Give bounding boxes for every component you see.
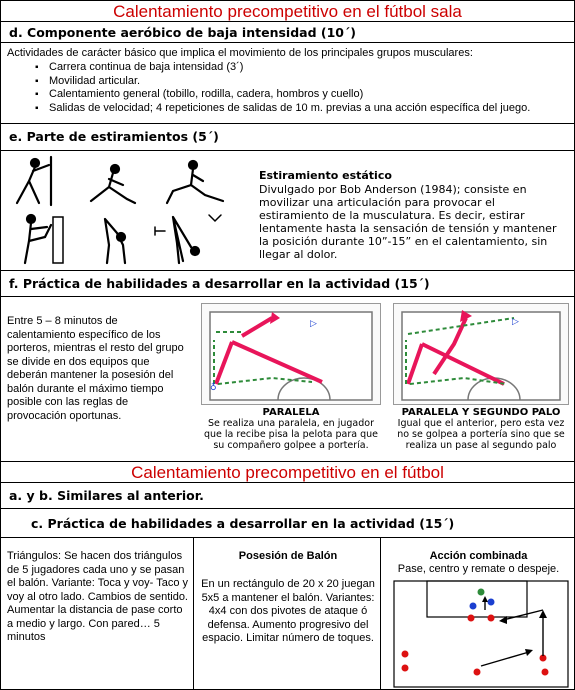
drill-diagram-paralela <box>201 303 381 405</box>
stretching-body: Divulgado por Bob Anderson (1984); consiste en movilizar una articulación para provocar el estiramiento de la musculatura. Es decir, estirar lentamente hasta la sensación de tensión y mantener la posición durante 10”-15” en el calentamiento, sin llegar al dolor. <box>259 183 557 261</box>
section-e-heading: e. Parte de estiramientos (5´) <box>9 129 219 144</box>
combined-action-column <box>380 537 575 690</box>
svg-text:▷: ▷ <box>310 319 317 329</box>
section-d-list <box>35 61 530 115</box>
combined-subtitle: Pase, centro y remate o despeje. <box>397 563 560 575</box>
section-ab-heading: a. y b. Similares al anterior. <box>9 488 204 503</box>
pitch-diagram <box>202 304 380 404</box>
section-f-body: Entre 5 – 8 minutos de calentamiento específico de los porteros, mientras el resto del grupo se divide en dos equipos que deberán mantener la posesión del balón durante el máximo tiempo posible con las reglas de provocación oportunas. <box>7 315 184 422</box>
svg-text:♁: ♁ <box>210 383 217 393</box>
second-title: Calentamiento precompetitivo en el fútbol <box>131 463 444 482</box>
fig2-caption: Igual que el anterior, pero esta vez no se golpea a portería sino que se realiza un pase al segundo palo <box>397 418 565 451</box>
triangles-column <box>0 537 194 690</box>
section-c-header <box>0 508 575 538</box>
stretching-subtitle: Estiramiento estático <box>259 169 392 182</box>
triangles-text: Triángulos: Se hacen dos triángulos de 5 jugadores cada uno y se pasan el balón. Variante: Toca y voy- Taco y voy al otro lado. Cambios de sentido. Aumentar la distancia de pase corto a medio y largo. Con pared… 5 minutos <box>7 550 188 643</box>
title2-row <box>0 461 575 483</box>
possession-title: Posesión de Balón <box>238 550 338 562</box>
pitch-diagram <box>394 304 568 404</box>
stretching-figures-illustration <box>5 155 251 267</box>
main-title: Calentamiento precompetitivo en el fútbol sala <box>113 2 462 21</box>
fig1-title: PARALELA <box>262 407 320 418</box>
fig2-caption-block <box>393 407 569 451</box>
section-d-content <box>0 42 575 124</box>
possession-body: En un rectángulo de 20 x 20 juegan 5x5 a mantener el balón. Variantes: 4x4 con dos pivotes de ataque ó defensa. Aumento progresivo del espacio. Limitar número de toques. <box>201 578 375 644</box>
section-e-header <box>0 123 575 151</box>
section-e-content <box>0 150 575 271</box>
section-d-header <box>0 21 575 43</box>
section-f-content <box>0 296 575 462</box>
section-d-intro: Actividades de carácter básico que implica el movimiento de los principales grupos musculares: <box>7 47 473 59</box>
section-d-heading: d. Componente aeróbico de baja intensidad (10´) <box>9 25 356 40</box>
list-item: ▪ Calentamiento general (tobillo, rodilla, cadera, hombros y cuello) <box>35 88 530 102</box>
combined-action-diagram <box>393 580 569 688</box>
svg-text:▷: ▷ <box>512 317 519 327</box>
drill-diagram-paralela-segundo-palo <box>393 303 569 405</box>
title-row <box>0 0 575 22</box>
section-ab-header <box>0 482 575 509</box>
list-item: ▪ Movilidad articular. <box>35 75 530 89</box>
fig1-caption-block <box>201 407 381 451</box>
section-c-heading: c. Práctica de habilidades a desarrollar en la actividad (15´) <box>31 516 455 531</box>
fig1-caption: Se realiza una paralela, en jugador que la recibe pisa la pelota para que su compañero golpee a portería. <box>203 418 379 451</box>
possession-column <box>193 537 381 690</box>
section-f-header <box>0 270 575 297</box>
combined-title: Acción combinada <box>429 550 528 562</box>
list-item: ▪ Salidas de velocidad; 4 repeticiones de salidas de 10 m. previas a una acción específica del juego. <box>35 102 530 116</box>
section-f-heading: f. Práctica de habilidades a desarrollar en la actividad (15´) <box>9 276 430 291</box>
fig2-title: PARALELA Y SEGUNDO PALO <box>401 407 561 418</box>
list-item: ▪ Carrera continua de baja intensidad (3´) <box>35 61 530 75</box>
